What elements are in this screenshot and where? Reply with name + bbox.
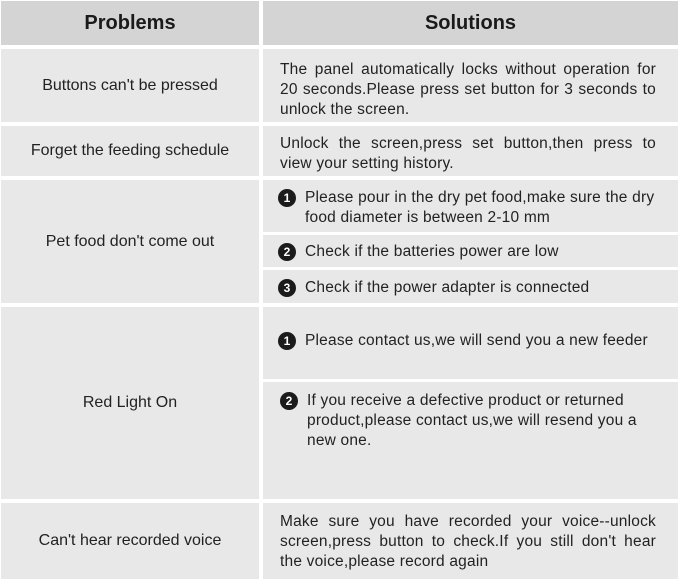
- solution-red-light-item-1: [263, 307, 678, 379]
- number-1-badge: 1: [278, 332, 296, 350]
- solution-buttons: The panel automatically locks without operation for 20 seconds.Please press set button for 3 seconds to unlock the screen.: [263, 49, 678, 122]
- solution-schedule: Unlock the screen,press set button,then press to view your setting history.: [263, 126, 678, 176]
- solution-voice: Make sure you have recorded your voice--unlock screen,press button to check.If you still don't hear the voice,please record again: [263, 503, 678, 579]
- problem-buttons: Buttons can't be pressed: [1, 49, 259, 122]
- number-2-badge: 2: [278, 243, 296, 261]
- solution-food-item-3-text: Check if the power adapter is connected: [305, 279, 590, 296]
- problem-schedule: Forget the feeding schedule: [1, 126, 259, 176]
- number-3-badge: 3: [278, 279, 296, 297]
- problems-header: Problems: [1, 1, 259, 45]
- problem-red-light: Red Light On: [1, 307, 259, 499]
- solution-food-item-1: [263, 180, 678, 232]
- solution-red-light-item-2-text: If you receive a defective product or returned product,please contact us,we will resend you a new one.: [307, 392, 637, 449]
- solution-food-item-1-text: Please pour in the dry pet food,make sure the dry food diameter is between 2-10 mm: [305, 189, 655, 226]
- solution-red-light-item-2: [263, 382, 678, 499]
- solution-red-light-item-1-text: Please contact us,we will send you a new feeder: [305, 332, 648, 349]
- solution-food-item-3: [263, 270, 678, 303]
- solution-food-item-2: [263, 235, 678, 267]
- number-1-badge: 1: [278, 189, 296, 207]
- solution-food-item-2-text: Check if the batteries power are low: [305, 243, 559, 260]
- problem-food: Pet food don't come out: [1, 180, 259, 303]
- solutions-header: Solutions: [263, 1, 678, 45]
- problem-voice: Can't hear recorded voice: [1, 503, 259, 579]
- number-2-badge: 2: [280, 392, 298, 410]
